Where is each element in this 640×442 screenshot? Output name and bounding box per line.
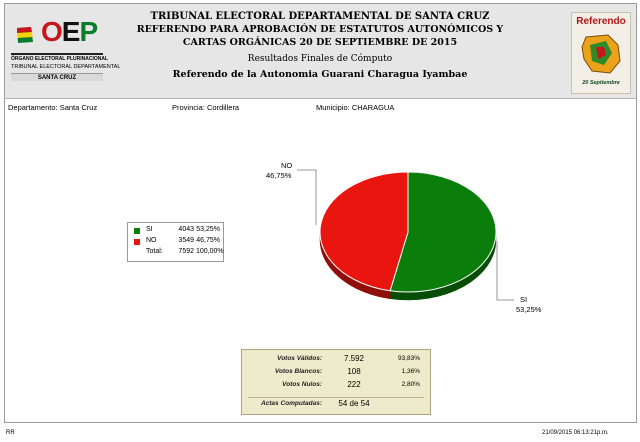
votos-nulos-value: 222 xyxy=(347,380,361,389)
legend-name-no: NO xyxy=(146,237,157,244)
legend-swatch-no xyxy=(134,239,140,245)
report-subtitle: Resultados Finales de Cómputo xyxy=(247,54,393,64)
title-line-3: CARTAS ORGÁNICAS 20 DE SEPTIEMBRE DE 2015 xyxy=(182,37,458,48)
municipio-label: Municipio: CHARAGUA xyxy=(316,103,395,112)
callout-percent-si: 53,25% xyxy=(516,305,542,314)
callout-percent-no: 46,75% xyxy=(266,171,292,180)
logo-line-1: ÓRGANO ELECTORAL PLURINACIONAL xyxy=(11,56,109,62)
logo-line-3: SANTA CRUZ xyxy=(11,73,103,81)
footer-timestamp: 21/09/2015 06:13:21p.m. xyxy=(542,430,609,436)
votos-nulos-percent: 2,80% xyxy=(401,381,420,388)
departamento-label: Departamento: Santa Cruz xyxy=(8,103,98,112)
votos-validos-label: Votos Válidos: xyxy=(277,355,322,362)
legend-name-si: SI xyxy=(146,226,153,233)
referendo-logo-word: Referendo xyxy=(576,16,626,27)
callout-label-si: SI xyxy=(520,295,528,304)
title-line-2: REFERENDO PARA APROBACIÓN DE ESTATUTOS AUTONÓMICOS Y xyxy=(136,24,504,35)
footer-initials: RR xyxy=(6,430,15,436)
legend-total-percent: 100,00% xyxy=(196,248,224,255)
actas-computadas-value: 54 de 54 xyxy=(338,399,370,408)
title-line-1: TRIBUNAL ELECTORAL DEPARTAMENTAL DE SANTA CRUZ xyxy=(150,11,490,22)
provincia-label: Provincia: Cordillera xyxy=(172,103,240,112)
legend-total-label: Total: xyxy=(146,248,163,255)
summary-row-nulos xyxy=(242,381,430,393)
logo-line-2: TRIBUNAL ELECTORAL DEPARTAMENTAL xyxy=(11,64,121,70)
referendo-logo-date: 20 Septiembre xyxy=(582,80,620,86)
oep-brand: OEP xyxy=(41,16,98,47)
votos-validos-value: 7.592 xyxy=(343,354,365,363)
callout-line-no xyxy=(297,170,316,225)
votos-blancos-label: Votos Blancos: xyxy=(274,368,322,375)
legend-total-count: 7592 xyxy=(178,248,194,255)
votos-blancos-value: 108 xyxy=(347,367,361,376)
summary-row-actas xyxy=(242,400,430,412)
legend-swatch-si xyxy=(134,228,140,234)
callout-line-si xyxy=(497,241,514,300)
legend-row-total xyxy=(128,248,223,258)
votos-validos-percent: 93,83% xyxy=(397,355,420,362)
referendum-name: Referendo de la Autonomia Guarani Charagua Iyambae xyxy=(172,69,468,80)
summary-row-blancos xyxy=(242,368,430,380)
summary-row-validos xyxy=(242,355,430,367)
chart-legend xyxy=(127,222,224,262)
legend-row-no xyxy=(128,237,223,247)
votos-blancos-percent: 1,36% xyxy=(401,368,420,375)
legend-percent-no: 46,75% xyxy=(196,237,220,244)
legend-percent-si: 53,25% xyxy=(196,226,220,233)
votos-nulos-label: Votos Nulos: xyxy=(282,381,322,388)
actas-computadas-label: Actas Computadas: xyxy=(260,400,322,407)
legend-row-si xyxy=(128,226,223,236)
summary-divider xyxy=(248,397,424,398)
callout-label-no: NO xyxy=(281,161,293,170)
pie-slice-no xyxy=(320,172,408,291)
votes-summary-box xyxy=(241,349,431,415)
legend-count-si: 4043 xyxy=(178,226,194,233)
legend-count-no: 3549 xyxy=(178,237,194,244)
